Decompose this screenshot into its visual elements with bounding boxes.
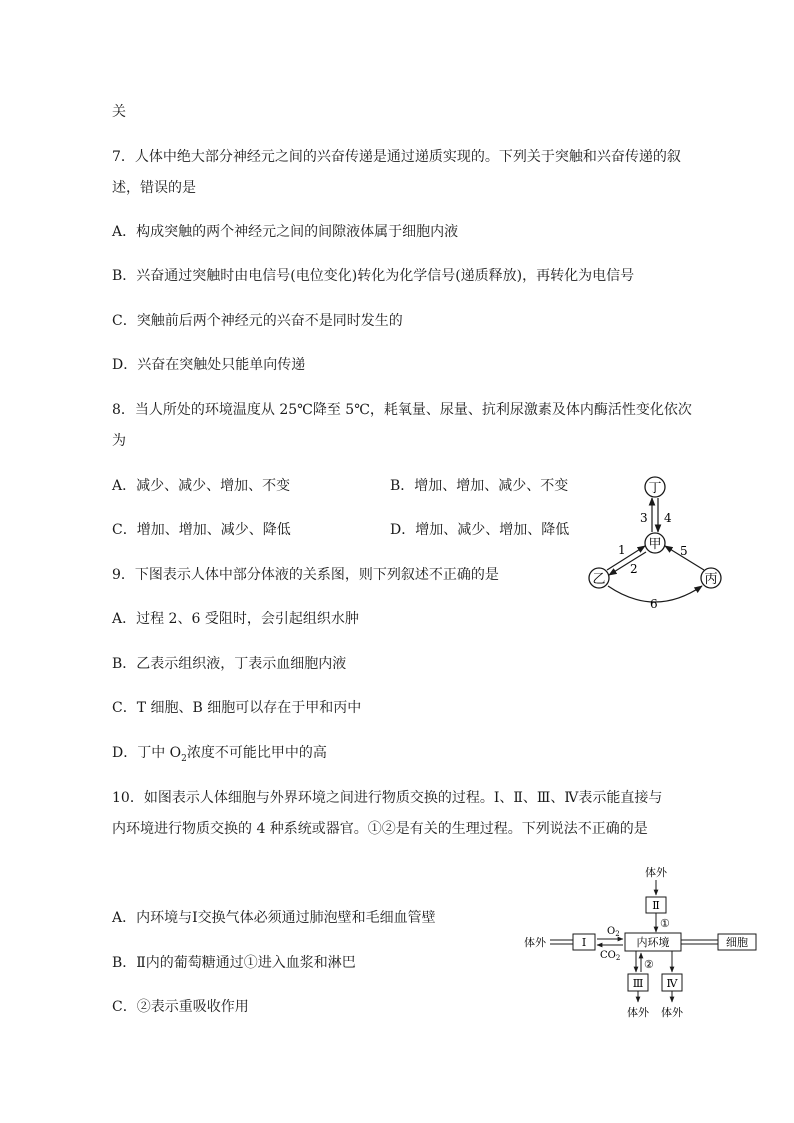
question-8-option-b: B．增加、增加、减少、不变 — [390, 478, 569, 494]
node-yi-label: 乙 — [592, 572, 606, 587]
question-7-option-c: C．突触前后两个神经元的兴奋不是同时发生的 — [112, 313, 403, 329]
box-ii-label: Ⅱ — [652, 899, 660, 912]
edge-label-1: 1 — [618, 543, 626, 557]
question-10-option-a: A．内环境与Ⅰ交换气体必须通过肺泡壁和毛细血管壁 — [112, 910, 436, 926]
option-d-text-start: D．丁中 O — [112, 745, 182, 761]
box-iv-label: Ⅳ — [666, 977, 678, 990]
question-10-option-c: C．②表示重吸收作用 — [112, 999, 249, 1015]
process-2-label: ② — [644, 958, 654, 971]
question-9-option-a: A．过程 2、6 受阻时，会引起组织水肿 — [112, 611, 359, 627]
body-fluid-diagram — [580, 470, 730, 615]
node-ding-label: 丁 — [648, 481, 662, 496]
box-i-label: Ⅰ — [581, 936, 587, 949]
outside-bottom-left-label: 体外 — [627, 1006, 649, 1019]
node-jia-label: 甲 — [648, 537, 662, 552]
question-8-option-c: C．增加、增加、减少、降低 — [112, 522, 291, 538]
edge-label-2: 2 — [630, 562, 638, 576]
outside-top-label: 体外 — [645, 866, 667, 879]
question-10-option-b: B．Ⅱ内的葡萄糖通过①进入血浆和淋巴 — [112, 955, 356, 971]
co2-label: $CO_2$ — [600, 950, 621, 962]
question-9-option-b: B．乙表示组织液，丁表示血细胞内液 — [112, 656, 347, 672]
material-exchange-diagram — [520, 862, 765, 1022]
cell-label: 细胞 — [726, 936, 748, 949]
question-10-stem-line2: 内环境进行物质交换的 4 种系统或器官。①②是有关的生理过程。下列说法不正确的是 — [112, 821, 648, 837]
edge-label-6: 6 — [650, 597, 658, 611]
edge-label-5: 5 — [680, 544, 688, 558]
option-d-text-end: 浓度不可能比甲中的高 — [186, 745, 327, 761]
question-7-stem-line2: 述，错误的是 — [112, 180, 196, 196]
internal-environment-label: 内环境 — [636, 936, 670, 949]
question-8-option-d: D．增加、减少、增加、降低 — [390, 522, 570, 538]
question-7-option-d: D．兴奋在突触处只能单向传递 — [112, 357, 306, 373]
outside-left-label: 体外 — [524, 936, 546, 949]
question-9-stem: 9．下图表示人体中部分体液的关系图，则下列叙述不正确的是 — [112, 567, 499, 583]
outside-bottom-right-label: 体外 — [661, 1006, 683, 1019]
edge-label-4: 4 — [664, 511, 672, 525]
question-10-stem-line1: 10．如图表示人体细胞与外界环境之间进行物质交换的过程。Ⅰ、Ⅱ、Ⅲ、Ⅳ表示能直接与 — [112, 790, 663, 806]
edge-label-3: 3 — [640, 511, 648, 525]
question-8-stem-line1: 8．当人所处的环境温度从 25℃降至 5℃，耗氧量、尿量、抗利尿激素及体内酶活性变化依次 — [112, 402, 692, 418]
question-7-stem-line1: 7．人体中绝大部分神经元之间的兴奋传递是通过递质实现的。下列关于突触和兴奋传递的叙 — [112, 149, 681, 165]
o2-label: $O_2$ — [607, 926, 620, 938]
question-7-option-b: B．兴奋通过突触时由电信号(电位变化)转化为化学信号(递质释放)，再转化为电信号 — [112, 268, 635, 284]
line-continuation: 关 — [112, 104, 126, 120]
question-8-stem-line2: 为 — [112, 433, 126, 449]
question-8-option-a: A．减少、减少、增加、不变 — [112, 478, 291, 494]
subscript-2: 2 — [181, 753, 187, 764]
box-iii-label: Ⅲ — [632, 977, 644, 990]
question-7-option-a: A．构成突触的两个神经元之间的间隙液体属于细胞内液 — [112, 224, 459, 240]
arrow-2 — [609, 552, 646, 575]
question-9-option-d — [112, 743, 327, 769]
process-1-label: ① — [660, 917, 670, 930]
question-9-option-c: C．T 细胞、B 细胞可以存在于甲和丙中 — [112, 700, 362, 716]
node-bing-label: 丙 — [704, 572, 718, 587]
arrow-1 — [607, 546, 645, 570]
